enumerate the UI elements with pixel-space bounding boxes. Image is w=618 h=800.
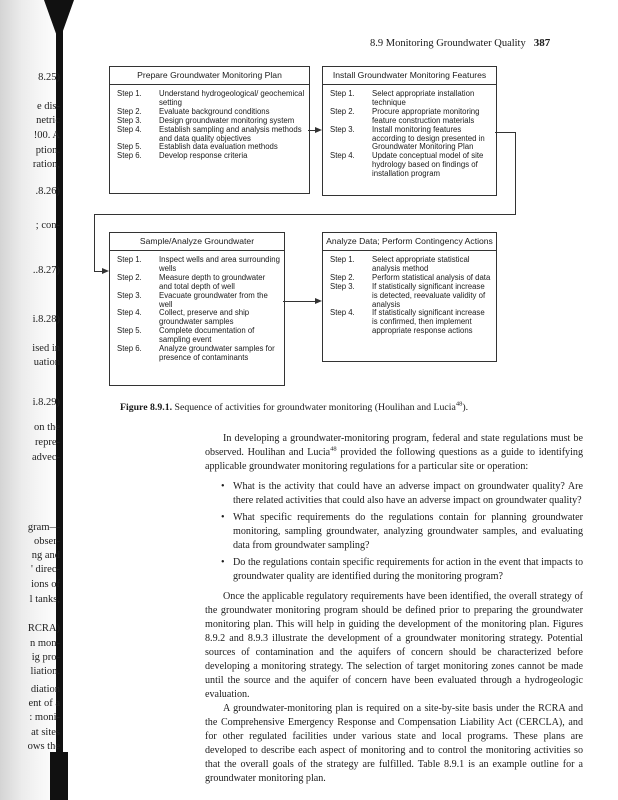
paragraph: In developing a groundwater-monitoring program, federal and state regulations must be observed. Houlihan and Lucia$^{48}$ provided the following questions as a guide to identifying applicable groundwater monitoring regulations for a particular site or operation: [205, 433, 583, 472]
margin-fragment: .8.26) [35, 186, 60, 197]
margin-fragment: n mon- [29, 638, 60, 649]
list-item: • What is the activity that could have an adverse impact on groundwater quality? Are there related activities that could also have an adverse impact on groundwater quality? [221, 481, 583, 506]
step-item: Step 5. Establish data evaluation methods [117, 142, 278, 152]
citation-ref: 48 [330, 445, 337, 453]
running-head-title: 8.9 Monitoring Groundwater Quality [370, 38, 526, 49]
paragraph: Once the applicable regulatory requirements have been identified, the overall strategy of the groundwater monitoring program should be defined prior to preparing the groundwater monitoring plan. This will help in guiding the development of the monitoring plan. Figures 8.9.2 and 8.9.3 illustrate the development of a groundwater monitoring strategy. Potential sources of contamination and the aquifers of concern should be characterized before developing a monitoring strategy. The selection of target monitoring zones cannot be made until the source and the aquifer of concern have been evaluated through a hydrogeologic evaluation. [205, 591, 583, 700]
box-install-monitoring-features [322, 66, 497, 196]
figure-caption [120, 402, 468, 413]
paragraph: A groundwater-monitoring plan is required on a site-by-site basis under the RCRA and the Comprehensive Emergency Response and Compensation Liability Act (CERCLA), and for other regulated facilities under various state and local programs. These plans are developed to describe each aspect of monitoring and to control the monitoring activities so that the overall goals of the strategy are fulfilled. Table 8.9.1 is an example outline for a groundwater monitoring plan. [205, 703, 583, 784]
margin-fragment: ption. [35, 145, 60, 156]
step-item: Step 1. Select appropriate statistical analysis method [330, 255, 470, 273]
connector-crossover-horizontal [94, 214, 516, 215]
box-title: Sample/Analyze Groundwater [110, 233, 284, 251]
running-head [370, 37, 550, 49]
question-list [221, 480, 583, 584]
connector-left-vertical [94, 214, 95, 271]
margin-fragment: obser- [33, 536, 60, 547]
margin-fragment: ows the [27, 741, 60, 752]
margin-fragment: ; con- [35, 220, 60, 231]
connector-sample-to-analyze [283, 301, 316, 302]
box-analyze-data-contingency [322, 232, 497, 362]
list-item: • Do the regulations contain specific requirements for action in the event that impacts to groundwater quality are identified during the monitoring program? [221, 557, 583, 582]
step-item: Step 4. Establish sampling and analysis methods and data quality objectives [117, 124, 302, 143]
connector-right-vertical [515, 132, 516, 214]
step-item: Step 3. Design groundwater monitoring system [117, 115, 295, 125]
step-item: Step 5. Complete documentation of sampling event [117, 326, 255, 345]
margin-fragment: RCRA) [27, 623, 60, 634]
page-number: 387 [533, 37, 551, 49]
margin-fragment: 8.25) [38, 72, 60, 83]
bullet-icon: • [221, 481, 225, 492]
step-item: Step 3. Install monitoring features according to design presented in Groundwater Monitoring Plan [330, 124, 485, 152]
step-list [110, 251, 284, 367]
margin-fragment: advec- [32, 452, 60, 463]
box-title: Prepare Groundwater Monitoring Plan [110, 67, 309, 85]
spine-bottom-shadow [50, 752, 68, 800]
step-item: Step 2. Procure appropriate monitoring feature construction materials [330, 106, 480, 125]
margin-fragment: ised in [32, 343, 60, 354]
margin-fragment: gram— [27, 522, 60, 533]
step-item: Step 2. Perform statistical analysis of data [330, 272, 491, 282]
citation-ref: 48 [455, 400, 463, 408]
step-item: Step 4. Collect, preserve and ship groundwater samples [117, 308, 250, 327]
step-item: Step 4. Update conceptual model of site hydrology based on findings of installation program [330, 151, 484, 179]
margin-fragment: netric [36, 115, 60, 126]
margin-fragment: uation [33, 357, 60, 368]
margin-fragment: !00. A [33, 130, 60, 141]
margin-fragment: ration, [32, 159, 60, 170]
box-title: Analyze Data; Perform Contingency Actions [323, 233, 496, 251]
margin-fragment: l tanks, [29, 594, 60, 605]
list-item: • What specific requirements do the regulations contain for planning groundwater monitoring, sampling groundwater, analyzing groundwater samples, and evaluating data from groundwater sampling? [221, 512, 583, 551]
step-item: Step 1. Understand hydrogeological/ geochemical setting [117, 89, 305, 107]
margin-fragment: ions of [31, 579, 60, 590]
arrowhead-right [315, 298, 322, 304]
box-prepare-monitoring-plan [109, 66, 310, 194]
margin-fragment: on the [34, 422, 60, 433]
connector-install-exit [495, 132, 515, 133]
margin-fragment: i.8.28) [32, 314, 60, 325]
caption-text: Sequence of activities for groundwater monitoring (Houlihan and Lucia [174, 402, 456, 413]
arrowhead-right [102, 268, 109, 274]
step-list [323, 85, 496, 183]
margin-fragment: ig pro- [31, 652, 60, 663]
margin-fragment: ent of a [28, 698, 60, 709]
figure-label: Figure 8.9.1. [120, 402, 173, 413]
arrowhead-right [315, 127, 322, 133]
box-title: Install Groundwater Monitoring Features [323, 67, 496, 85]
step-item: Step 6. Analyze groundwater samples for presence of contaminants [117, 344, 275, 362]
margin-fragment: at sites [31, 727, 60, 738]
margin-fragment: i.8.29) [32, 397, 60, 408]
step-list [110, 85, 309, 165]
step-item: Step 1. Inspect wells and area surrounding wells [117, 255, 280, 273]
step-list [323, 251, 496, 340]
step-item: Step 6. Develop response criteria [117, 151, 248, 161]
step-item: Step 1. Select appropriate installation technique [330, 89, 475, 107]
step-item: Step 2. Measure depth to groundwater and total depth of well [117, 272, 266, 291]
margin-fragment: e dis- [36, 101, 60, 112]
margin-fragment: : moni- [29, 712, 60, 723]
margin-fragment: diation [30, 684, 60, 695]
step-item: Step 3. If statistically significant increase is detected, reevaluate validity of analysis [330, 281, 486, 309]
caption-end: ). [462, 402, 469, 413]
margin-fragment: liation. [30, 666, 60, 677]
margin-fragment: ' direc- [31, 564, 60, 575]
connector-into-sample [94, 271, 102, 272]
margin-fragment: repre- [34, 437, 60, 448]
margin-fragment: ng and [31, 550, 60, 561]
bullet-icon: • [221, 512, 225, 523]
step-item: Step 4. If statistically significant increase is confirmed, then implement appropriate response actions [330, 308, 485, 336]
step-item: Step 3. Evacuate groundwater from the well [117, 290, 268, 309]
spine-top-shadow [44, 0, 74, 42]
bullet-icon: • [221, 557, 225, 568]
step-item: Step 2. Evaluate background conditions [117, 106, 270, 116]
body-text [205, 432, 583, 786]
box-sample-analyze-groundwater [109, 232, 285, 386]
margin-fragment: ..8.27) [32, 265, 60, 276]
